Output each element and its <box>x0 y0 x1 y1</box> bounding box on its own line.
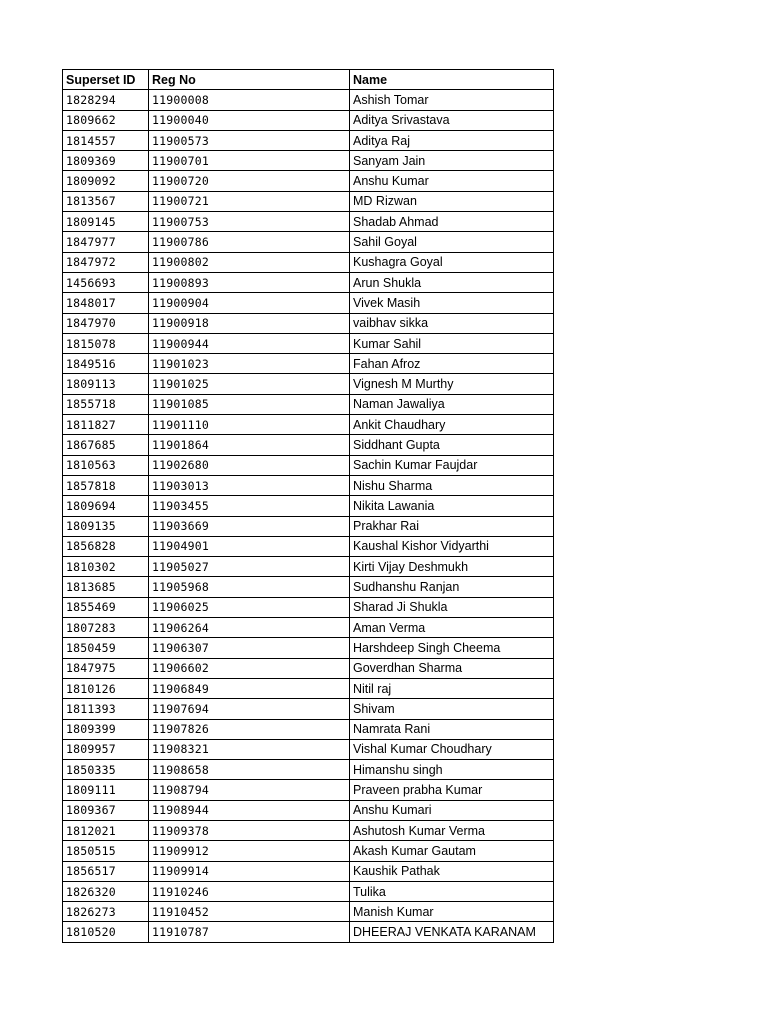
table-header-row <box>63 70 554 90</box>
reg-no-cell: 11901025 <box>149 374 350 394</box>
reg-no-cell: 11908321 <box>149 739 350 759</box>
superset-id-cell: 1828294 <box>63 90 149 110</box>
column-header-reg-no: Reg No <box>149 70 350 90</box>
superset-id-cell: 1809662 <box>63 110 149 130</box>
superset-id-cell: 1811393 <box>63 699 149 719</box>
name-cell: Himanshu singh <box>350 760 554 780</box>
table-row <box>63 212 554 232</box>
name-cell: Naman Jawaliya <box>350 394 554 414</box>
superset-id-cell: 1849516 <box>63 354 149 374</box>
table-row <box>63 820 554 840</box>
name-cell: Ashutosh Kumar Verma <box>350 820 554 840</box>
table-row <box>63 313 554 333</box>
reg-no-cell: 11910787 <box>149 922 350 942</box>
name-cell: DHEERAJ VENKATA KARANAM <box>350 922 554 942</box>
table-row <box>63 536 554 556</box>
reg-no-cell: 11900786 <box>149 232 350 252</box>
name-cell: Anshu Kumari <box>350 800 554 820</box>
table-row <box>63 597 554 617</box>
table-row <box>63 90 554 110</box>
name-cell: Praveen prabha Kumar <box>350 780 554 800</box>
superset-id-cell: 1810126 <box>63 678 149 698</box>
superset-id-cell: 1809111 <box>63 780 149 800</box>
table-row <box>63 658 554 678</box>
superset-id-cell: 1809092 <box>63 171 149 191</box>
table-row <box>63 496 554 516</box>
table-row <box>63 760 554 780</box>
name-cell: Goverdhan Sharma <box>350 658 554 678</box>
name-cell: Nishu Sharma <box>350 475 554 495</box>
table-row <box>63 699 554 719</box>
name-cell: Harshdeep Singh Cheema <box>350 638 554 658</box>
superset-id-cell: 1814557 <box>63 130 149 150</box>
table-row <box>63 435 554 455</box>
reg-no-cell: 11900008 <box>149 90 350 110</box>
reg-no-cell: 11900720 <box>149 171 350 191</box>
reg-no-cell: 11906602 <box>149 658 350 678</box>
name-cell: vaibhav sikka <box>350 313 554 333</box>
name-cell: Nitil raj <box>350 678 554 698</box>
name-cell: Sanyam Jain <box>350 151 554 171</box>
superset-id-cell: 1810302 <box>63 557 149 577</box>
table-row <box>63 800 554 820</box>
name-cell: Shivam <box>350 699 554 719</box>
superset-id-cell: 1810520 <box>63 922 149 942</box>
reg-no-cell: 11900701 <box>149 151 350 171</box>
name-cell: Anshu Kumar <box>350 171 554 191</box>
table-row <box>63 455 554 475</box>
name-cell: Kushagra Goyal <box>350 252 554 272</box>
table-row <box>63 881 554 901</box>
superset-id-cell: 1809145 <box>63 212 149 232</box>
reg-no-cell: 11908658 <box>149 760 350 780</box>
table-row <box>63 293 554 313</box>
superset-id-cell: 1867685 <box>63 435 149 455</box>
superset-id-cell: 1812021 <box>63 820 149 840</box>
reg-no-cell: 11904901 <box>149 536 350 556</box>
reg-no-cell: 11906307 <box>149 638 350 658</box>
table-row <box>63 638 554 658</box>
table-row <box>63 171 554 191</box>
name-cell: Namrata Rani <box>350 719 554 739</box>
name-cell: Aditya Srivastava <box>350 110 554 130</box>
superset-id-cell: 1856828 <box>63 536 149 556</box>
name-cell: Sachin Kumar Faujdar <box>350 455 554 475</box>
superset-id-cell: 1856517 <box>63 861 149 881</box>
name-cell: Prakhar Rai <box>350 516 554 536</box>
table-row <box>63 475 554 495</box>
table-row <box>63 394 554 414</box>
table-row <box>63 719 554 739</box>
table-row <box>63 739 554 759</box>
reg-no-cell: 11903455 <box>149 496 350 516</box>
superset-id-cell: 1809957 <box>63 739 149 759</box>
reg-no-cell: 11903013 <box>149 475 350 495</box>
superset-id-cell: 1809694 <box>63 496 149 516</box>
reg-no-cell: 11900573 <box>149 130 350 150</box>
reg-no-cell: 11910246 <box>149 881 350 901</box>
name-cell: Arun Shukla <box>350 272 554 292</box>
name-cell: Aditya Raj <box>350 130 554 150</box>
reg-no-cell: 11909914 <box>149 861 350 881</box>
reg-no-cell: 11906264 <box>149 618 350 638</box>
name-cell: Shadab Ahmad <box>350 212 554 232</box>
superset-id-cell: 1847970 <box>63 313 149 333</box>
table-row <box>63 374 554 394</box>
superset-id-cell: 1850459 <box>63 638 149 658</box>
superset-id-cell: 1848017 <box>63 293 149 313</box>
reg-no-cell: 11906025 <box>149 597 350 617</box>
table-row <box>63 191 554 211</box>
reg-no-cell: 11907826 <box>149 719 350 739</box>
superset-id-cell: 1811827 <box>63 415 149 435</box>
superset-id-cell: 1847975 <box>63 658 149 678</box>
superset-id-cell: 1847977 <box>63 232 149 252</box>
table-row <box>63 780 554 800</box>
table-row <box>63 252 554 272</box>
superset-id-cell: 1855469 <box>63 597 149 617</box>
superset-id-cell: 1847972 <box>63 252 149 272</box>
superset-id-cell: 1826273 <box>63 902 149 922</box>
reg-no-cell: 11901023 <box>149 354 350 374</box>
superset-id-cell: 1809135 <box>63 516 149 536</box>
table-row <box>63 557 554 577</box>
superset-id-cell: 1809369 <box>63 151 149 171</box>
reg-no-cell: 11908794 <box>149 780 350 800</box>
name-cell: Akash Kumar Gautam <box>350 841 554 861</box>
name-cell: MD Rizwan <box>350 191 554 211</box>
name-cell: Ashish Tomar <box>350 90 554 110</box>
table-row <box>63 861 554 881</box>
name-cell: Manish Kumar <box>350 902 554 922</box>
reg-no-cell: 11900893 <box>149 272 350 292</box>
column-header-superset-id: Superset ID <box>63 70 149 90</box>
table-row <box>63 130 554 150</box>
reg-no-cell: 11901864 <box>149 435 350 455</box>
name-cell: Vishal Kumar Choudhary <box>350 739 554 759</box>
reg-no-cell: 11902680 <box>149 455 350 475</box>
table-row <box>63 354 554 374</box>
table-row <box>63 922 554 942</box>
name-cell: Kirti Vijay Deshmukh <box>350 557 554 577</box>
name-cell: Tulika <box>350 881 554 901</box>
superset-id-cell: 1810563 <box>63 455 149 475</box>
table-row <box>63 272 554 292</box>
table-row <box>63 110 554 130</box>
table-row <box>63 151 554 171</box>
table-row <box>63 577 554 597</box>
superset-id-cell: 1813685 <box>63 577 149 597</box>
reg-no-cell: 11900904 <box>149 293 350 313</box>
table-row <box>63 333 554 353</box>
superset-id-cell: 1809399 <box>63 719 149 739</box>
table-row <box>63 902 554 922</box>
table-row <box>63 841 554 861</box>
table-row <box>63 232 554 252</box>
reg-no-cell: 11908944 <box>149 800 350 820</box>
superset-id-cell: 1815078 <box>63 333 149 353</box>
table-row <box>63 516 554 536</box>
table-row <box>63 618 554 638</box>
superset-id-cell: 1813567 <box>63 191 149 211</box>
reg-no-cell: 11905968 <box>149 577 350 597</box>
name-cell: Vivek Masih <box>350 293 554 313</box>
name-cell: Nikita Lawania <box>350 496 554 516</box>
reg-no-cell: 11900040 <box>149 110 350 130</box>
superset-id-cell: 1855718 <box>63 394 149 414</box>
name-cell: Siddhant Gupta <box>350 435 554 455</box>
name-cell: Kaushik Pathak <box>350 861 554 881</box>
name-cell: Aman Verma <box>350 618 554 638</box>
superset-id-cell: 1850515 <box>63 841 149 861</box>
reg-no-cell: 11901110 <box>149 415 350 435</box>
table-body <box>63 90 554 942</box>
name-cell: Kaushal Kishor Vidyarthi <box>350 536 554 556</box>
name-cell: Sahil Goyal <box>350 232 554 252</box>
reg-no-cell: 11906849 <box>149 678 350 698</box>
name-cell: Fahan Afroz <box>350 354 554 374</box>
reg-no-cell: 11903669 <box>149 516 350 536</box>
reg-no-cell: 11909912 <box>149 841 350 861</box>
name-cell: Ankit Chaudhary <box>350 415 554 435</box>
reg-no-cell: 11900721 <box>149 191 350 211</box>
reg-no-cell: 11900918 <box>149 313 350 333</box>
superset-id-cell: 1850335 <box>63 760 149 780</box>
reg-no-cell: 11900753 <box>149 212 350 232</box>
reg-no-cell: 11900944 <box>149 333 350 353</box>
name-cell: Vignesh M Murthy <box>350 374 554 394</box>
reg-no-cell: 11907694 <box>149 699 350 719</box>
table-row <box>63 678 554 698</box>
superset-id-cell: 1456693 <box>63 272 149 292</box>
student-list-table <box>62 69 554 943</box>
superset-id-cell: 1809113 <box>63 374 149 394</box>
name-cell: Kumar Sahil <box>350 333 554 353</box>
reg-no-cell: 11901085 <box>149 394 350 414</box>
superset-id-cell: 1807283 <box>63 618 149 638</box>
reg-no-cell: 11905027 <box>149 557 350 577</box>
reg-no-cell: 11900802 <box>149 252 350 272</box>
name-cell: Sharad Ji Shukla <box>350 597 554 617</box>
superset-id-cell: 1857818 <box>63 475 149 495</box>
superset-id-cell: 1809367 <box>63 800 149 820</box>
column-header-name: Name <box>350 70 554 90</box>
name-cell: Sudhanshu Ranjan <box>350 577 554 597</box>
superset-id-cell: 1826320 <box>63 881 149 901</box>
reg-no-cell: 11910452 <box>149 902 350 922</box>
table-row <box>63 415 554 435</box>
reg-no-cell: 11909378 <box>149 820 350 840</box>
